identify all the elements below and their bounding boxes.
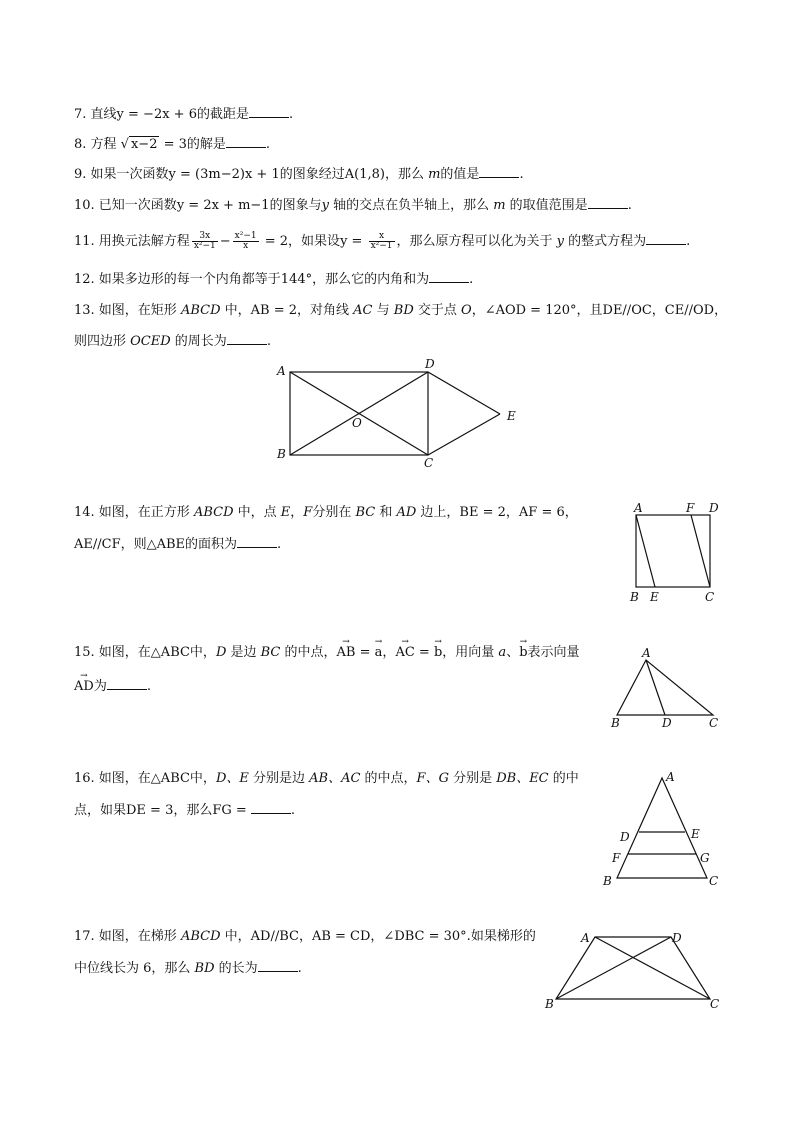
question-14: 14. 如图，在正方形 ABCD 中，点 E，F分别在 BC 和 AD 边上，BE = 2，AF = 6，	[74, 505, 578, 520]
label-e: E	[691, 827, 700, 841]
question-10: 10. 已知一次函数y = 2x + m−1的图象与y 轴的交点在负半轴上，那么 m 的取值范围是 .	[74, 198, 632, 213]
figure-triangle-median	[605, 643, 730, 733]
label-b: B	[603, 874, 612, 888]
label-c: C	[705, 590, 715, 604]
question-13: 13. 如图，在矩形 ABCD 中，AB = 2，对角线 AC 与 BD 交于点 O，∠AOD = 120°，且DE//OC，CE//OD，	[74, 303, 728, 318]
fraction: $\frac{3x}{\text{x²−1}}$	[193, 231, 216, 251]
label-b: B	[545, 997, 554, 1011]
sqrt-sign: √	[120, 137, 129, 152]
question-16-line-2: 点，如果DE = 3，那么FG = .	[74, 803, 296, 818]
label-o: O	[352, 416, 362, 430]
fraction: $\frac{x}{\text{x²−1}}$	[370, 231, 393, 251]
label-b: B	[611, 716, 620, 730]
label-d: D	[709, 501, 719, 515]
figure-triangle-midlines	[600, 768, 730, 890]
answer-blank[interactable]	[646, 232, 686, 245]
label-c: C	[424, 456, 434, 470]
answer-blank[interactable]	[429, 270, 469, 283]
label-d: D	[425, 357, 435, 371]
label-e: E	[507, 409, 516, 423]
segment-de	[428, 372, 500, 414]
vector-ad: → AD	[74, 678, 94, 696]
fraction: $\frac{\text{x²−1}}{x}$	[234, 231, 257, 251]
question-15-line-2: → AD为 .	[74, 677, 151, 696]
label-d: D	[662, 716, 672, 730]
answer-blank[interactable]	[237, 535, 277, 548]
segment-cf	[691, 515, 710, 587]
answer-blank[interactable]	[227, 332, 267, 345]
vector-ac: → AC	[395, 644, 414, 662]
segment-ce	[428, 414, 500, 455]
figure-rectangle-oced	[270, 355, 530, 470]
label-b: B	[277, 447, 286, 461]
question-15: 15. 如图，在△ABC中，D 是边 BC 的中点，→ AB = → a，→ AC = → b，用向量 a、→ b表示向量	[74, 644, 580, 662]
vector-a: → a	[375, 644, 383, 662]
label-a: A	[277, 364, 286, 378]
label-a: A	[634, 501, 643, 515]
label-d: D	[672, 931, 682, 945]
figure-trapezoid	[540, 925, 730, 1015]
q7-prefix: 7. 直线	[74, 107, 117, 122]
label-c: C	[709, 874, 719, 888]
label-f: F	[686, 501, 695, 515]
label-a: A	[666, 770, 675, 784]
answer-blank[interactable]	[249, 105, 289, 118]
label-c: C	[710, 997, 720, 1011]
label-b: B	[630, 590, 639, 604]
question-17: 17. 如图，在梯形 ABCD 中，AD//BC，AB = CD，∠DBC = 30°.如果梯形的	[74, 929, 536, 944]
answer-blank[interactable]	[226, 135, 266, 148]
radicand: x−2	[130, 137, 158, 152]
question-17-line-2: 中位线长为 6，那么 BD 的长为 .	[74, 961, 302, 976]
segment-ae	[636, 515, 655, 587]
q7-equation: y = −2x + 6	[116, 107, 197, 122]
q7-text: 的截距是	[196, 107, 249, 122]
label-c: C	[709, 716, 719, 730]
vector-ab: → AB	[337, 644, 356, 662]
question-9: 9. 如果一次函数y = (3m−2)x + 1的图象经过A(1,8)，那么 m的值是 .	[74, 167, 524, 182]
square-abcd	[636, 515, 710, 587]
answer-blank[interactable]	[588, 196, 628, 209]
question-8: 8. 方程 √ x−2 = 3的解是 .	[74, 137, 271, 152]
figure-square	[625, 497, 725, 609]
answer-blank[interactable]	[251, 801, 291, 814]
question-12: 12. 如果多边形的每一个内角都等于144°，那么它的内角和为 .	[74, 272, 474, 287]
label-a: A	[581, 931, 590, 945]
question-16: 16. 如图，在△ABC中，D、E 分别是边 AB、AC 的中点，F、G 分别是 DB、EC 的中	[74, 771, 579, 786]
answer-blank[interactable]	[107, 677, 147, 690]
question-13-line-2: 则四边形 OCED 的周长为 .	[74, 334, 271, 349]
triangle-abc	[617, 660, 713, 715]
question-7: 7. 直线y = −2x + 6的截距是 .	[74, 107, 294, 122]
answer-blank[interactable]	[479, 165, 519, 178]
label-a: A	[642, 646, 651, 660]
answer-blank[interactable]	[258, 959, 298, 972]
question-11: 11. 用换元法解方程 $\frac{3x}{\text{x²−1}}$ − $\frac{\text{x²−1}}{x}$ = 2，如果设y = $\frac{x}{\text{x²−1}}$ ，那么原方程可以化为关于 y 的整式方程为 .	[74, 231, 691, 251]
question-14-line-2: AE//CF，则△ABE的面积为 .	[74, 537, 282, 552]
label-g: G	[700, 851, 710, 865]
trapezoid-abcd	[556, 937, 710, 999]
label-f: F	[612, 851, 621, 865]
label-e: E	[650, 590, 659, 604]
vector-b: → b	[434, 644, 442, 662]
label-d: D	[620, 830, 630, 844]
